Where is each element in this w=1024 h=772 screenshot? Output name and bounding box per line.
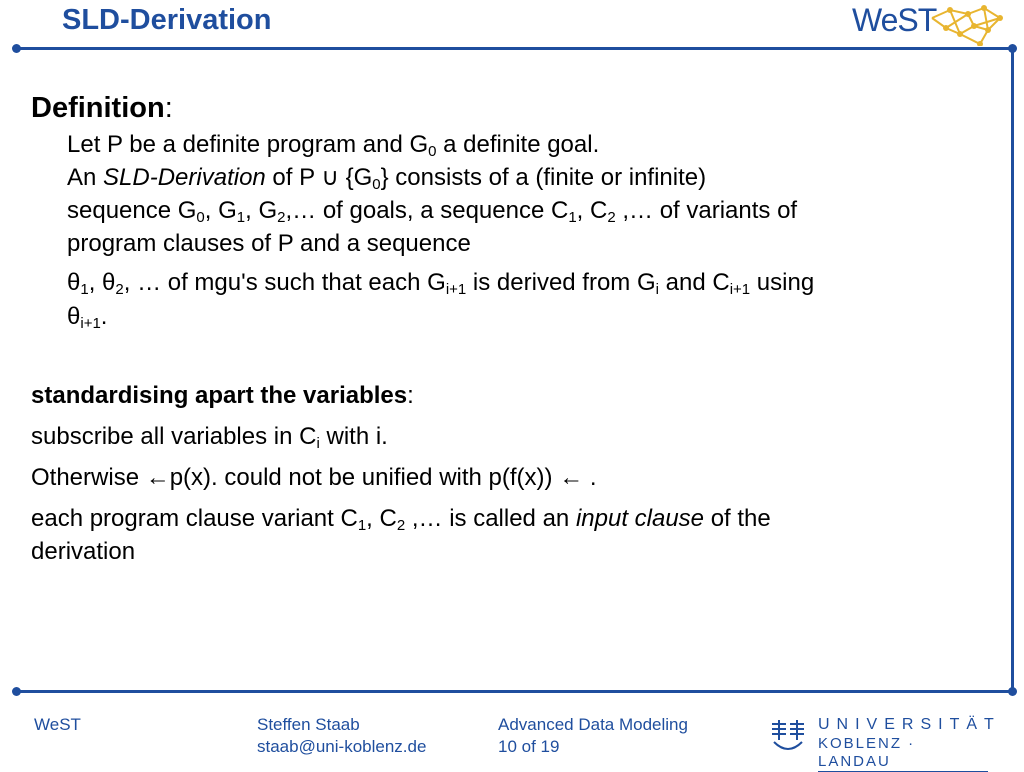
logo-text: WeST [852, 2, 937, 38]
footer-email: staab@uni-koblenz.de [257, 737, 427, 756]
definition-theta-line-2: $\theta_{i+1}$. [67, 302, 108, 332]
standardising-line-3-cont: derivation [31, 538, 136, 566]
definition-line-2: An SLD-Derivation of P ∪ $\{G_0\}$ consists of a (finite or infinite) [67, 164, 707, 194]
bottom-right-dot [1008, 687, 1017, 696]
footer-author: Steffen Staab [257, 715, 360, 734]
definition-line-1: Let P be a definite program and $G_0$ a definite goal. [67, 131, 600, 161]
top-left-dot [12, 44, 21, 53]
definition-theta-line: $\theta_1$, $\theta_2$, … of mgu's such that each $G_{i+1}$ is derived from $G_i$ and $C_{i+1}$ using [67, 269, 815, 299]
bottom-rule [16, 690, 1014, 693]
standardising-line-1: subscribe all variables in $C_i$ with i. [31, 422, 388, 452]
standardising-heading: standardising apart the variables: [31, 381, 414, 409]
west-logo [852, 2, 1002, 46]
definition-line-4: program clauses of P and a sequence [67, 230, 471, 258]
right-rule [1011, 47, 1014, 693]
footer-org: WeST [34, 715, 81, 734]
definition-text [67, 128, 1001, 333]
university-name-line-1: UNIVERSITÄT [818, 716, 1001, 733]
footer-course-block [498, 714, 688, 758]
bottom-left-dot [12, 687, 21, 696]
university-logo [768, 714, 1001, 770]
page-title: SLD-Derivation [62, 4, 272, 36]
university-name-line-2: KOBLENZ · LANDAU [818, 735, 988, 772]
slide-body [31, 88, 1001, 568]
footer-course: Advanced Data Modeling [498, 715, 688, 734]
university-emblem-icon [768, 716, 810, 756]
footer-page-number: 10 of 19 [498, 737, 560, 756]
top-rule [16, 47, 1014, 50]
definition-heading: Definition: [31, 92, 173, 124]
definition-line-3: sequence $G_0$, $G_1$, $G_2,\dots$ of goals, a sequence $C_1$, $C_2$ ,… of variants of [67, 197, 798, 227]
standardising-line-3: each program clause variant $C_1$, $C_2$ ,… is called an input clause of the [31, 505, 771, 534]
standardising-line-2: Otherwise ←p(x). could not be unified with p(f(x)) ← . [31, 463, 597, 491]
logo-network-graphic [930, 4, 1004, 46]
footer-author-block [257, 714, 426, 758]
